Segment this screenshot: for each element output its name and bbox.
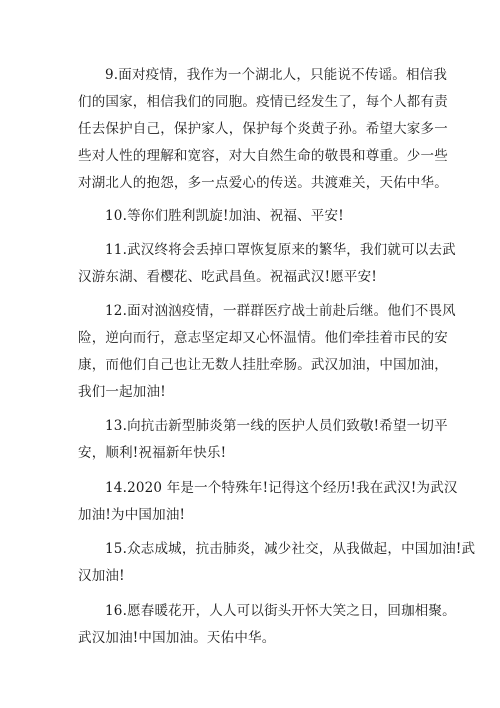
text-line: 11.武汉终将会丢掉口罩恢复原来的繁华，我们就可以去武: [105, 242, 456, 258]
paragraph-14: [78, 479, 458, 533]
paragraph-13: [78, 417, 448, 471]
text-line: 康，而他们自己也让无数人挂肚牵肠。武汉加油，中国加油，: [78, 357, 448, 373]
text-line: 14.2020 年是一个特殊年!记得这个经历!我在武汉!为武汉: [105, 480, 458, 496]
text-line: 16.愿春暖花开，人人可以街头开怀大笑之日，回珈相聚。: [105, 603, 456, 619]
text-line: 9.面对疫情，我作为一个湖北人，只能说不传谣。相信我: [105, 67, 448, 83]
text-line: 15.众志成城，抗击肺炎，减少社交，从我做起，中国加油!武: [105, 541, 476, 557]
text-line: 13.向抗击新型肺炎第一线的医护人员们致敬!希望一切平: [105, 418, 448, 434]
text-line: 们的国家，相信我们的同胞。疫情已经发生了，每个人都有责: [78, 94, 448, 110]
text-line: 任去保护自己，保护家人，保护每个炎黄子孙。希望大家多一: [78, 121, 448, 137]
text-line: 些对人性的理解和宽容，对大自然生命的敬畏和尊重。少一些: [78, 148, 448, 164]
text-line: 12.面对汹汹疫情，一群群医疗战士前赴后继。他们不畏风: [105, 303, 456, 319]
paragraph-10: [78, 207, 428, 234]
paragraph-9: [78, 66, 448, 201]
text-line: 我们一起加油!: [78, 384, 166, 400]
text-line: 汉加油!: [78, 568, 125, 584]
text-line: 汉游东湖、看樱花、吃武昌鱼。祝福武汉!愿平安!: [78, 269, 377, 285]
text-line: 对湖北人的抱怨，多一点爱心的传送。共渡难关，天佑中华。: [78, 175, 448, 191]
paragraph-12: [78, 302, 456, 410]
text-line: 武汉加油!中国加油。天佑中华。: [78, 630, 276, 646]
text-line: 10.等你们胜利凯旋!加油、祝福、平安!: [105, 208, 344, 224]
paragraph-16: [78, 602, 456, 656]
paragraph-11: [78, 241, 456, 295]
text-line: 险，逆向而行，意志坚定却又心怀温情。他们牵挂着市民的安: [78, 330, 448, 346]
text-line: 加油!为中国加油!: [78, 507, 186, 523]
paragraph-15: [78, 540, 476, 594]
text-line: 安，顺利!祝福新年快乐!: [78, 445, 227, 461]
